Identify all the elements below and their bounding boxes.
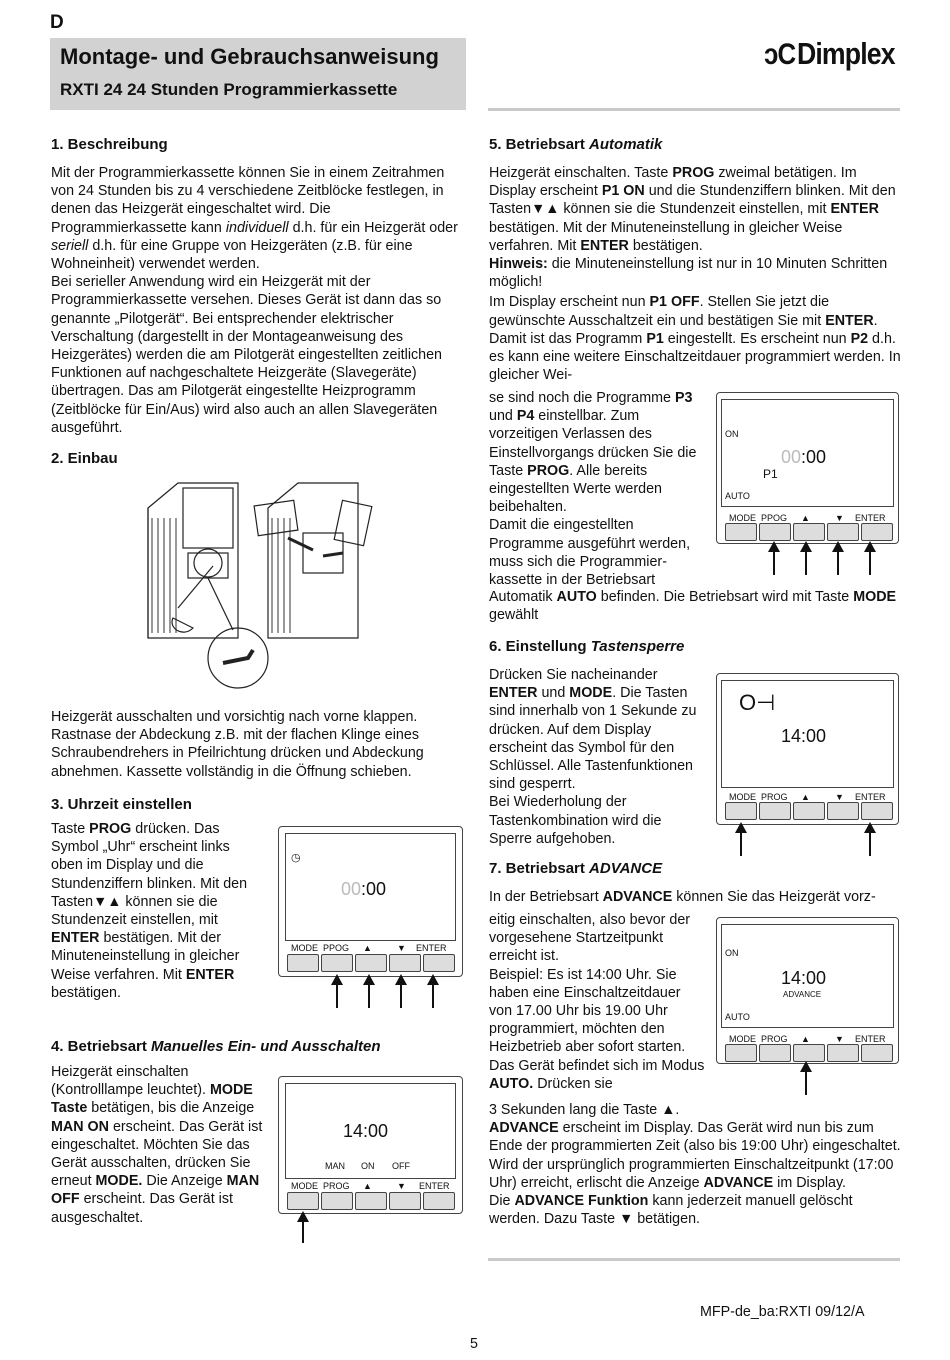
installation-illustration [138,478,384,690]
mode-key [725,802,757,820]
prog-key [321,1192,353,1210]
enter-key [861,802,893,820]
arrow-up-icon [773,543,775,575]
section-7-heading: 7. Betriebsart ADVANCE [489,860,663,877]
key-label-prog: PROG [761,1034,788,1044]
section-6-heading: 6. Einstellung Tastensperre [489,638,685,655]
display-manual [278,1076,463,1214]
key-label-up: ▲ [801,513,810,523]
mode-key [287,1192,319,1210]
key-label-prog: PROG [761,792,788,802]
man-indicator: MAN [325,1161,345,1171]
arrow-up-icon [805,1063,807,1095]
prog-key [321,954,353,972]
section-7-text-b: 3 Sekunden lang die Taste ▲. ADVANCE erscheint im Display. Das Gerät wird nun bis zum Ende der programmierten Zeit (also bis 19:00 Uhr) eingeschaltet. Wird der ursprünglich programmierten Einschaltzeitpunkt (17:00 Uhr) erreicht, erlischt die Anzeige ADVANCE im Display. Die ADVANCE Funktion kann jederzeit manuell gelöscht werden. Dazu Taste ▼ betätigen. [489,1102,901,1228]
mode-key [725,1044,757,1062]
arrow-up-icon [869,543,871,575]
enter-key [423,954,455,972]
mode-key [725,523,757,541]
section-3-heading: 3. Uhrzeit einstellen [51,796,192,813]
section-1-text: Mit der Programmierkassette können Sie in einem Zeitrahmen von 24 Stunden bis zu 4 verschiedene Zeitblöcke festlegen, in denen das Heizgerät eingeschaltet wird. Die Programmierkassette kann individuell d.h. für ein Heizgerät oder seriell d.h. für eine Gruppe von Heizgeräten (z.B. für eine Wohneinheit) verwendet werden. Bei serieller Anwendung wird ein Heizgerät mit der Programmierkassette versehen. Dieses Gerät ist dann das so genannte „Pilotgerät“. Bei entsprechender elektrischer Verschaltung (dargestellt in der Montageanweisung des Heizgerätes) werden die am Pilotgerät eingestellten zeitlichen Funktionen auf nachgeschaltete Heizgeräte (Slavegeräte) übertragen. Das am Pilotgerät eingestellte Heizprogramm (Zeitblöcke für Ein/Aus) wird also auch an allen Slavegeräten ausgeführt. [51,165,458,436]
display-time: 00:00 [341,879,387,899]
section-7-intro: In der Betriebsart ADVANCE können Sie das Heizgerät vorz- [489,889,876,905]
down-key [389,954,421,972]
advance-indicator: ADVANCE [783,990,822,999]
section-2-text: Heizgerät ausschalten und vorsichtig nach vorne klappen. Rastnase der Abdeckung z.B. mit der flachen Klinge eines Schraubendrehers in Pfeilrichtung drücken und Abdeckung abnehmen. Kassette vollständig in die Öffnung schieben. [51,709,424,780]
key-label-prog: PPOG [323,943,350,953]
down-key [827,1044,859,1062]
section-3-text: Taste PROG drücken. Das Symbol „Uhr“ erscheint links oben im Display und die Stundenziffern blinken. Mit den Tasten▼▲ können sie die Stundenzeit einstellen, mit ENTER bestätigen. Mit der Minuteneinstellung in gleicher Weise verfahren. Mit ENTER bestätigen. [51,821,248,1001]
key-label-enter: ENTER [855,792,886,802]
down-key [827,802,859,820]
enter-key [423,1192,455,1210]
auto-indicator: AUTO [725,1012,750,1022]
display-time: 14:00 [781,968,827,988]
display-time: 00:00 [781,447,827,467]
program-indicator: P1 [763,467,778,481]
key-label-down: ▼ [835,792,844,802]
prog-key [759,523,791,541]
section-1-heading: 1. Beschreibung [51,136,168,153]
prog-key [759,802,791,820]
arrow-up-icon [432,976,434,1008]
key-row [287,954,455,972]
auto-indicator: AUTO [725,491,750,501]
key-label-prog: PPOG [761,513,788,523]
up-key [793,523,825,541]
on-indicator: ON [725,429,739,439]
page-title: Montage- und Gebrauchsanweisung [60,44,439,69]
display-clock-setting [278,826,463,977]
key-row [725,802,893,820]
section-5-heading: 5. Betriebsart Automatik [489,136,663,153]
key-row [725,1044,893,1062]
up-key [355,954,387,972]
brand-name: Dimplex [796,36,895,71]
arrow-up-icon [336,976,338,1008]
display-auto [716,392,899,544]
section-5-text-a: Heizgerät einschalten. Taste PROG zweimal betätigen. Im Display erscheint P1 ON und die Stundenziffern blinken. Mit den Tasten▼▲ können sie die Stundenzeit einstellen, mit ENTER bestätigen. Mit der Minuteneinstellung in gleicher Weise verfahren. Mit ENTER bestätigen. Hinweis: die Minuteneinstellung ist nur in 10 Minuten Schritten möglich! Im Display erscheint nun P1 OFF. Stellen Sie jetzt die gewünschte Ausschaltzeit ein und bestätigen Sie mit ENTER. Damit ist das Programm P1 eingestellt. Es erscheint nun P2 d.h. es kann eine weitere Einschaltzeitdauer programmiert werden. In gleicher Wei- [489,165,901,384]
document-code: MFP-de_ba:RXTI 09/12/A [700,1304,865,1320]
arrow-up-icon [869,824,871,856]
header-divider [488,108,900,111]
display-time: 14:00 [343,1121,389,1141]
key-label-mode: MODE [729,792,756,802]
key-label-mode: MODE [729,1034,756,1044]
key-row [725,523,893,541]
on-indicator: ON [725,948,739,958]
key-label-down: ▼ [397,943,406,953]
key-lock-icon: O⊣ [739,690,776,715]
key-label-down: ▼ [835,1034,844,1044]
display-time: 14:00 [781,726,827,746]
key-label-enter: ENTER [855,1034,886,1044]
key-label-mode: MODE [291,1181,318,1191]
key-label-down: ▼ [835,513,844,523]
dimplex-mark-icon: ɔC [764,38,796,71]
key-label-enter: ENTER [419,1181,450,1191]
key-label-up: ▲ [363,1181,372,1191]
down-key [827,523,859,541]
arrow-up-icon [740,824,742,856]
brand-logo [764,36,895,72]
footer-divider [488,1258,900,1261]
prog-key [759,1044,791,1062]
key-label-up: ▲ [801,1034,810,1044]
section-4-heading: 4. Betriebsart Manuelles Ein- und Ausschalten [51,1038,381,1055]
down-key [389,1192,421,1210]
arrow-up-icon [400,976,402,1008]
key-label-down: ▼ [397,1181,406,1191]
arrow-up-icon [302,1213,304,1243]
off-indicator: OFF [392,1161,410,1171]
key-label-mode: MODE [729,513,756,523]
display-advance [716,917,899,1064]
key-label-up: ▲ [363,943,372,953]
language-label: D [50,12,64,33]
page-number: 5 [470,1336,478,1352]
key-label-up: ▲ [801,792,810,802]
display-key-lock [716,673,899,825]
enter-key [861,1044,893,1062]
enter-key [861,523,893,541]
section-4-text: Heizgerät einschalten (Kontrolllampe leuchtet). MODE Taste betätigen, bis die Anzeige MAN ON erscheint. Das Gerät ist eingeschaltet. Möchten Sie das Gerät ausschalten, drücken Sie erneut MODE. Die Anzeige MAN OFF erscheint. Das Gerät ist ausgeschaltet. [51,1064,263,1226]
section-6-text: Drücken Sie nacheinander ENTER und MODE. Die Tasten sind innerhalb von 1 Sekunde zu drücken. Auf dem Display erscheint das Symbol für den Schlüssel. Alle Tastenfunktionen sind gesperrt. Bei Wiederholung der Tastenkombination wird die Sperre aufgehoben. [489,667,697,847]
key-label-enter: ENTER [416,943,447,953]
key-row [287,1192,455,1210]
key-label-enter: ENTER [855,513,886,523]
section-5-text-c: Automatik AUTO befinden. Die Betriebsart wird mit Taste MODE gewählt [489,589,897,624]
arrow-up-icon [805,543,807,575]
arrow-up-icon [837,543,839,575]
up-key [793,1044,825,1062]
section-5-text-b: se sind noch die Programme P3 und P4 einstellbar. Zum vorzeitigen Verlassen des Einstellvorgangs drücken Sie die Taste PROG. Alle bereits eingestellten Werte werden beibehalten. Damit die eingestellten Programme ausgeführt werden, muss sich die Programmier-kassette in der Betriebsart [489,390,697,589]
up-key [793,802,825,820]
on-indicator: ON [361,1161,375,1171]
section-7-text-a: eitig einschalten, also bevor der vorgesehene Startzeitpunkt erreicht ist. Beispiel: Es ist 14:00 Uhr. Sie haben eine Einschaltzeitdauer von 17.00 Uhr bis 19.00 Uhr programmiert, möchten den Heizbetrieb aber sofort starten. Das Gerät befindet sich im Modus AUTO. Drücken sie [489,912,705,1092]
key-label-prog: PROG [323,1181,350,1191]
key-label-mode: MODE [291,943,318,953]
clock-icon: ◷ [291,852,301,864]
section-2-heading: 2. Einbau [51,450,118,467]
mode-key [287,954,319,972]
page-subtitle: RXTI 24 24 Stunden Programmierkassette [60,80,398,99]
up-key [355,1192,387,1210]
arrow-up-icon [368,976,370,1008]
